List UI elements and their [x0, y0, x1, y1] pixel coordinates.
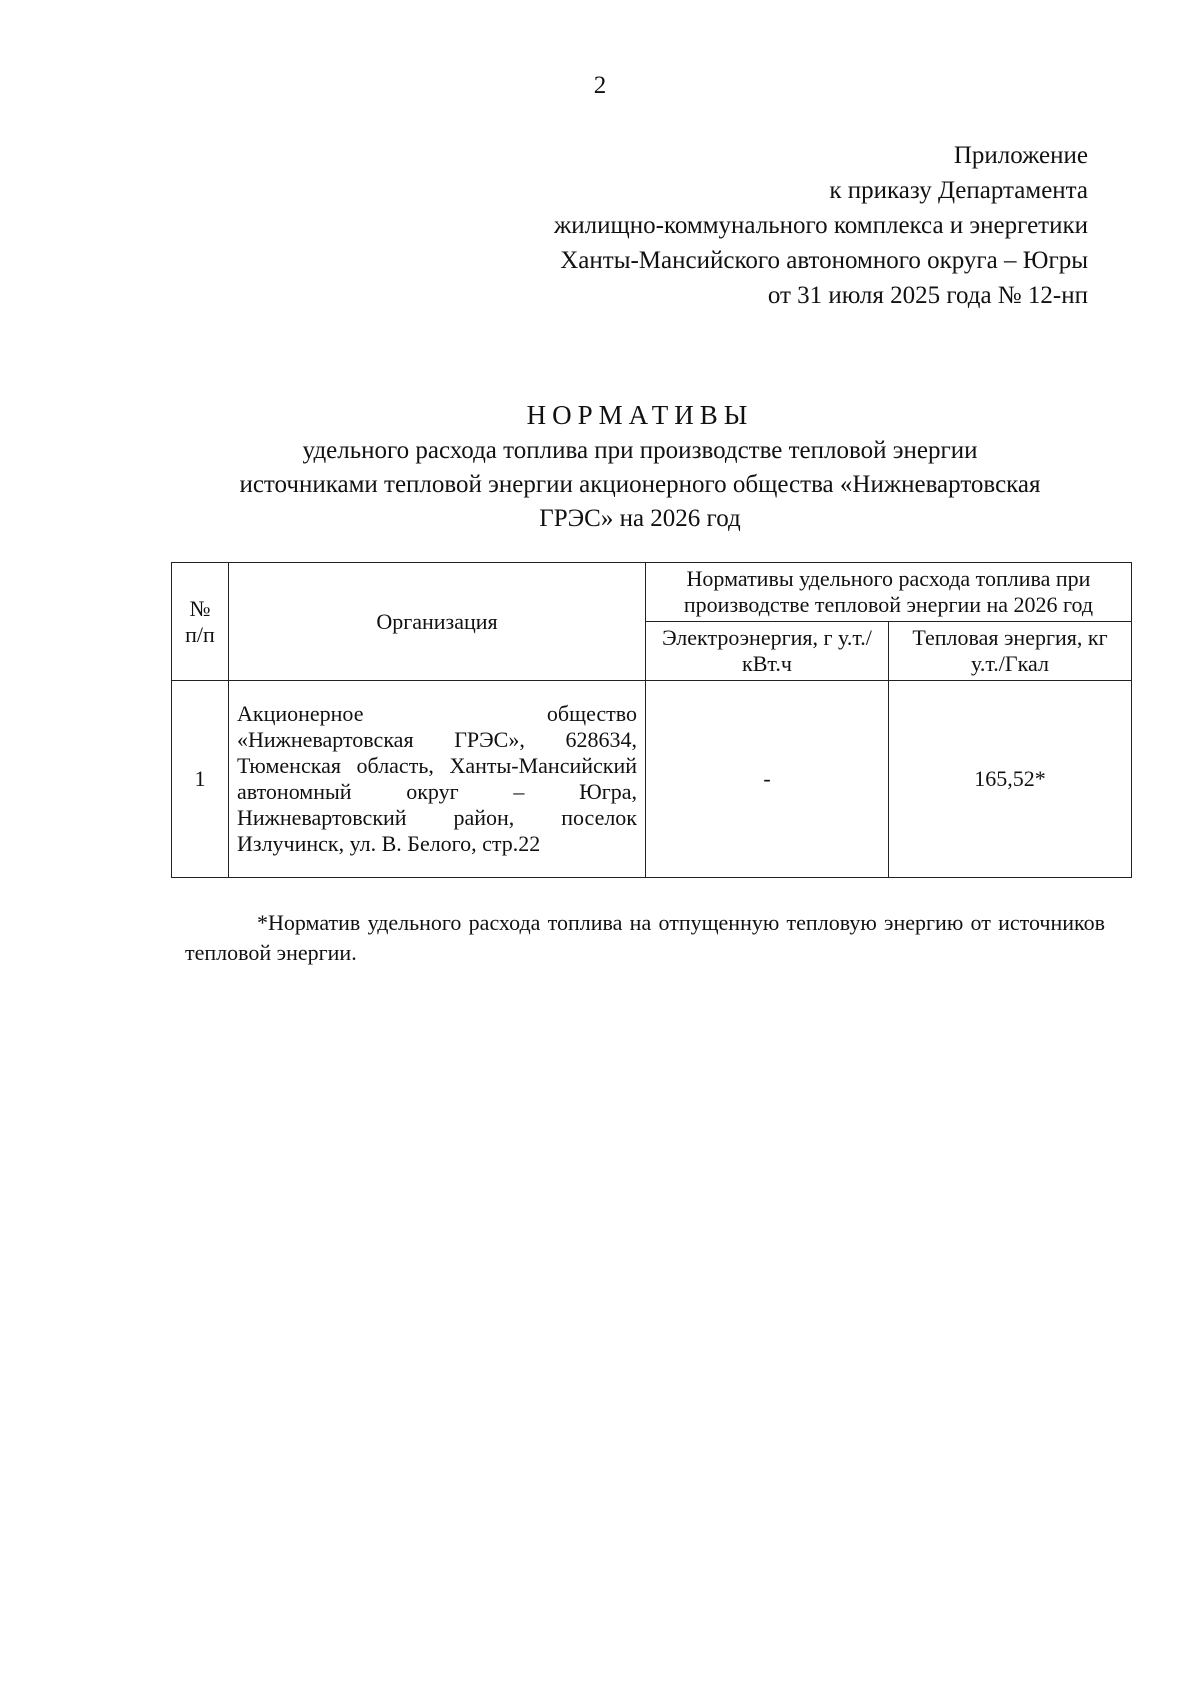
page-number: 2: [593, 72, 607, 99]
footnote: *Норматив удельного расхода топлива на отпущенную тепловую энергию от источников тепловой энергии.: [185, 910, 1105, 965]
cell-heat: 165,52*: [889, 681, 1132, 878]
header-norms-group: Нормативы удельного расхода топлива при производстве тепловой энергии на 2026 год: [646, 563, 1132, 622]
title-line: ГРЭС» на 2026 год: [539, 505, 741, 532]
document-title: [160, 398, 1120, 536]
appendix-line: от 31 июля 2025 года № 12-нп: [767, 282, 1088, 309]
title-line: удельного расхода топлива при производстве тепловой энергии: [302, 437, 978, 464]
cell-electricity: -: [646, 681, 889, 878]
title-line: источниками тепловой энергии акционерного общества «Нижневартовская: [239, 471, 1041, 498]
table-header-row: [172, 563, 1132, 622]
appendix-line: жилищно-коммунального комплекса и энергетики: [554, 212, 1088, 239]
cell-organization: Акционерное общество «Нижневартовская ГРЭС», 628634, Тюменская область, Ханты-Мансийский автономный округ – Югра, Нижневартовский район, поселок Излучинск, ул. В. Белого, стр.22: [229, 681, 646, 878]
cell-num: 1: [172, 681, 229, 878]
table-row: [172, 681, 1132, 878]
appendix-line: Приложение: [953, 142, 1088, 169]
header-num: № п/п: [172, 563, 229, 681]
appendix-line: Ханты-Мансийского автономного округа – Югры: [560, 247, 1088, 274]
header-heat: Тепловая энергия, кг у.т./Гкал: [889, 622, 1132, 681]
appendix-line: к приказу Департамента: [829, 177, 1088, 204]
header-electricity: Электроэнергия, г у.т./кВт.ч: [646, 622, 889, 681]
title-main: НОРМАТИВЫ: [526, 400, 754, 430]
header-organization: Организация: [229, 563, 646, 681]
norms-table: [171, 562, 1132, 878]
appendix-block: [388, 138, 1088, 313]
